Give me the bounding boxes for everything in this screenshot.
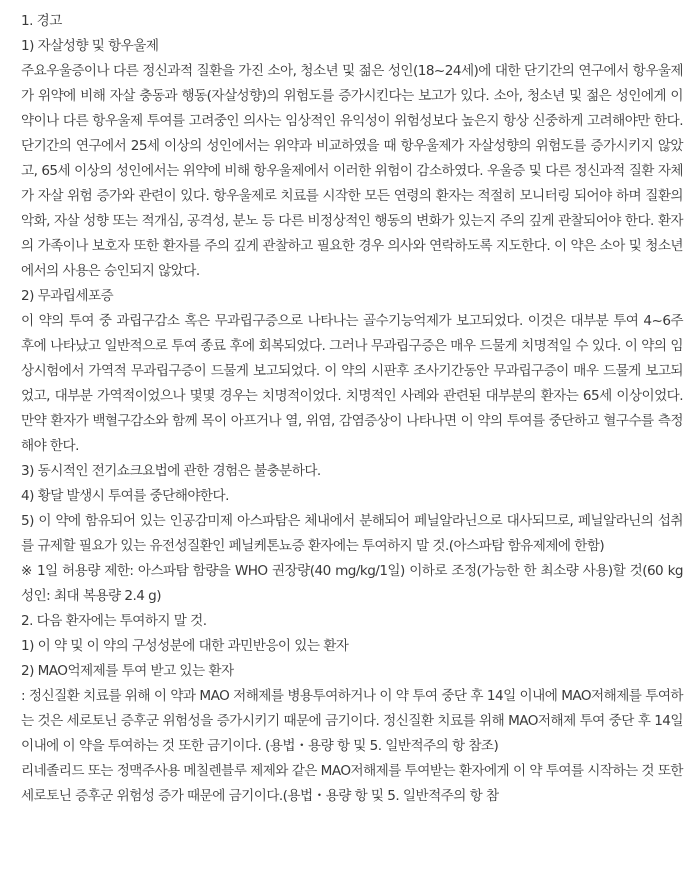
aspartame-warning: 5) 이 약에 함유되어 있는 인공감미제 아스파탐은 체내에서 분해되어 페닐알라닌으로 대사되므로, 페닐알라닌의 섭취를 규제할 필요가 있는 유전성질환인 페닐케톤뇨증 환자에는 투여하지 말 것.(아스파탐 함유제제에 한함) xyxy=(21,513,683,554)
mao-inhibitor-paragraph: : 정신질환 치료를 위해 이 약과 MAO 저해제를 병용투여하거나 이 약 투여 중단 후 14일 이내에 MAO저해제를 투여하는 것은 세로토닌 증후군 위험성을 증가시키기 때문에 금기이다. 정신질환 치료를 위해 MAO저해제 투여 중단 후 14일 이내에 이 약을 투여하는 것 또한 금기이다. (용법・용량 항 및 5. 일반적주의 항 참조) xyxy=(21,688,683,754)
linezolid-paragraph: 리네졸리드 또는 정맥주사용 메칠렌블루 제제와 같은 MAO저해제를 투여받는 환자에게 이 약 투여를 시작하는 것 또한 세로토닌 증후군 위험성 증가 때문에 금기이다.(용법・용량 항 및 5. 일반적주의 항 참 xyxy=(21,763,683,804)
aspartame-daily-limit-note: ※ 1일 허용량 제한: 아스파탐 함량을 WHO 권장량(40 mg/kg/1일) 이하로 조정(가능한 한 최소량 사용)할 것(60 kg 성인: 최대 복용량 2.4 g) xyxy=(21,563,683,604)
section-2-heading: 2. 다음 환자에는 투여하지 말 것. xyxy=(21,613,207,629)
subsection-suicidality-heading: 1) 자살성향 및 항우울제 xyxy=(21,38,159,54)
section-1-heading: 1. 경고 xyxy=(21,13,62,29)
contraindication-hypersensitivity: 1) 이 약 및 이 약의 구성성분에 대한 과민반응이 있는 환자 xyxy=(21,638,349,654)
agranulocytosis-paragraph: 이 약의 투여 중 과립구감소 혹은 무과립구증으로 나타나는 골수기능억제가 보고되었다. 이것은 대부분 투여 4~6주 후에 나타났고 일반적으로 투여 종료 후에 회복되었다. 그러나 무과립구증은 매우 드물게 치명적일 수 있다. 이 약의 임상시험에서 가역적 무과립구증이 드물게 보고되었다. 이 약의 시판후 조사기간동안 무과립구증이 매우 드물게 보고되었고, 대부분 가역적이었으나 몇몇 경우는 치명적이었다. 치명적인 사례와 관련된 대부분의 환자는 65세 이상이었다. 만약 환자가 백혈구감소와 함께 목이 아프거나 열, 위염, 감염증상이 나타나면 이 약의 투여를 중단하고 혈구수를 측정해야 한다. xyxy=(21,313,683,454)
ect-warning: 3) 동시적인 전기쇼크요법에 관한 경험은 불충분하다. xyxy=(21,463,321,479)
subsection-agranulocytosis-heading: 2) 무과립세포증 xyxy=(21,288,114,304)
suicidality-paragraph: 주요우울증이나 다른 정신과적 질환을 가진 소아, 청소년 및 젊은 성인(18~24세)에 대한 단기간의 연구에서 항우울제가 위약에 비해 자살 충동과 행동(자살성향)의 위험도를 증가시킨다는 보고가 있다. 소아, 청소년 및 젊은 성인에게 이 약이나 다른 항우울제 투여를 고려중인 의사는 임상적인 유익성이 위험성보다 높은지 항상 신중하게 고려해야만 한다. 단기간의 연구에서 25세 이상의 성인에서는 위약과 비교하였을 때 항우울제가 자살성향의 위험도를 증가시키지 않았고, 65세 이상의 성인에서는 위약에 비해 항우울제에서 이러한 위험이 감소하였다. 우울증 및 다른 정신과적 질환 자체가 자살 위험 증가와 관련이 있다. 항우울제로 치료를 시작한 모든 연령의 환자는 적절히 모니터링 되어야 하며 질환의 악화, 자살 성향 또는 적개심, 공격성, 분노 등 다른 비정상적인 행동의 변화가 있는지 주의 깊게 관찰되어야 한다. 환자의 가족이나 보호자 또한 환자를 주의 깊게 관찰하고 필요한 경우 의사와 연락하도록 지도한다. 이 약은 소아 및 청소년에서의 사용은 승인되지 않았다. xyxy=(21,63,683,279)
contraindication-mao-inhibitor: 2) MAO억제제를 투여 받고 있는 환자 xyxy=(21,663,234,679)
jaundice-warning: 4) 황달 발생시 투여를 중단해야한다. xyxy=(21,488,229,504)
